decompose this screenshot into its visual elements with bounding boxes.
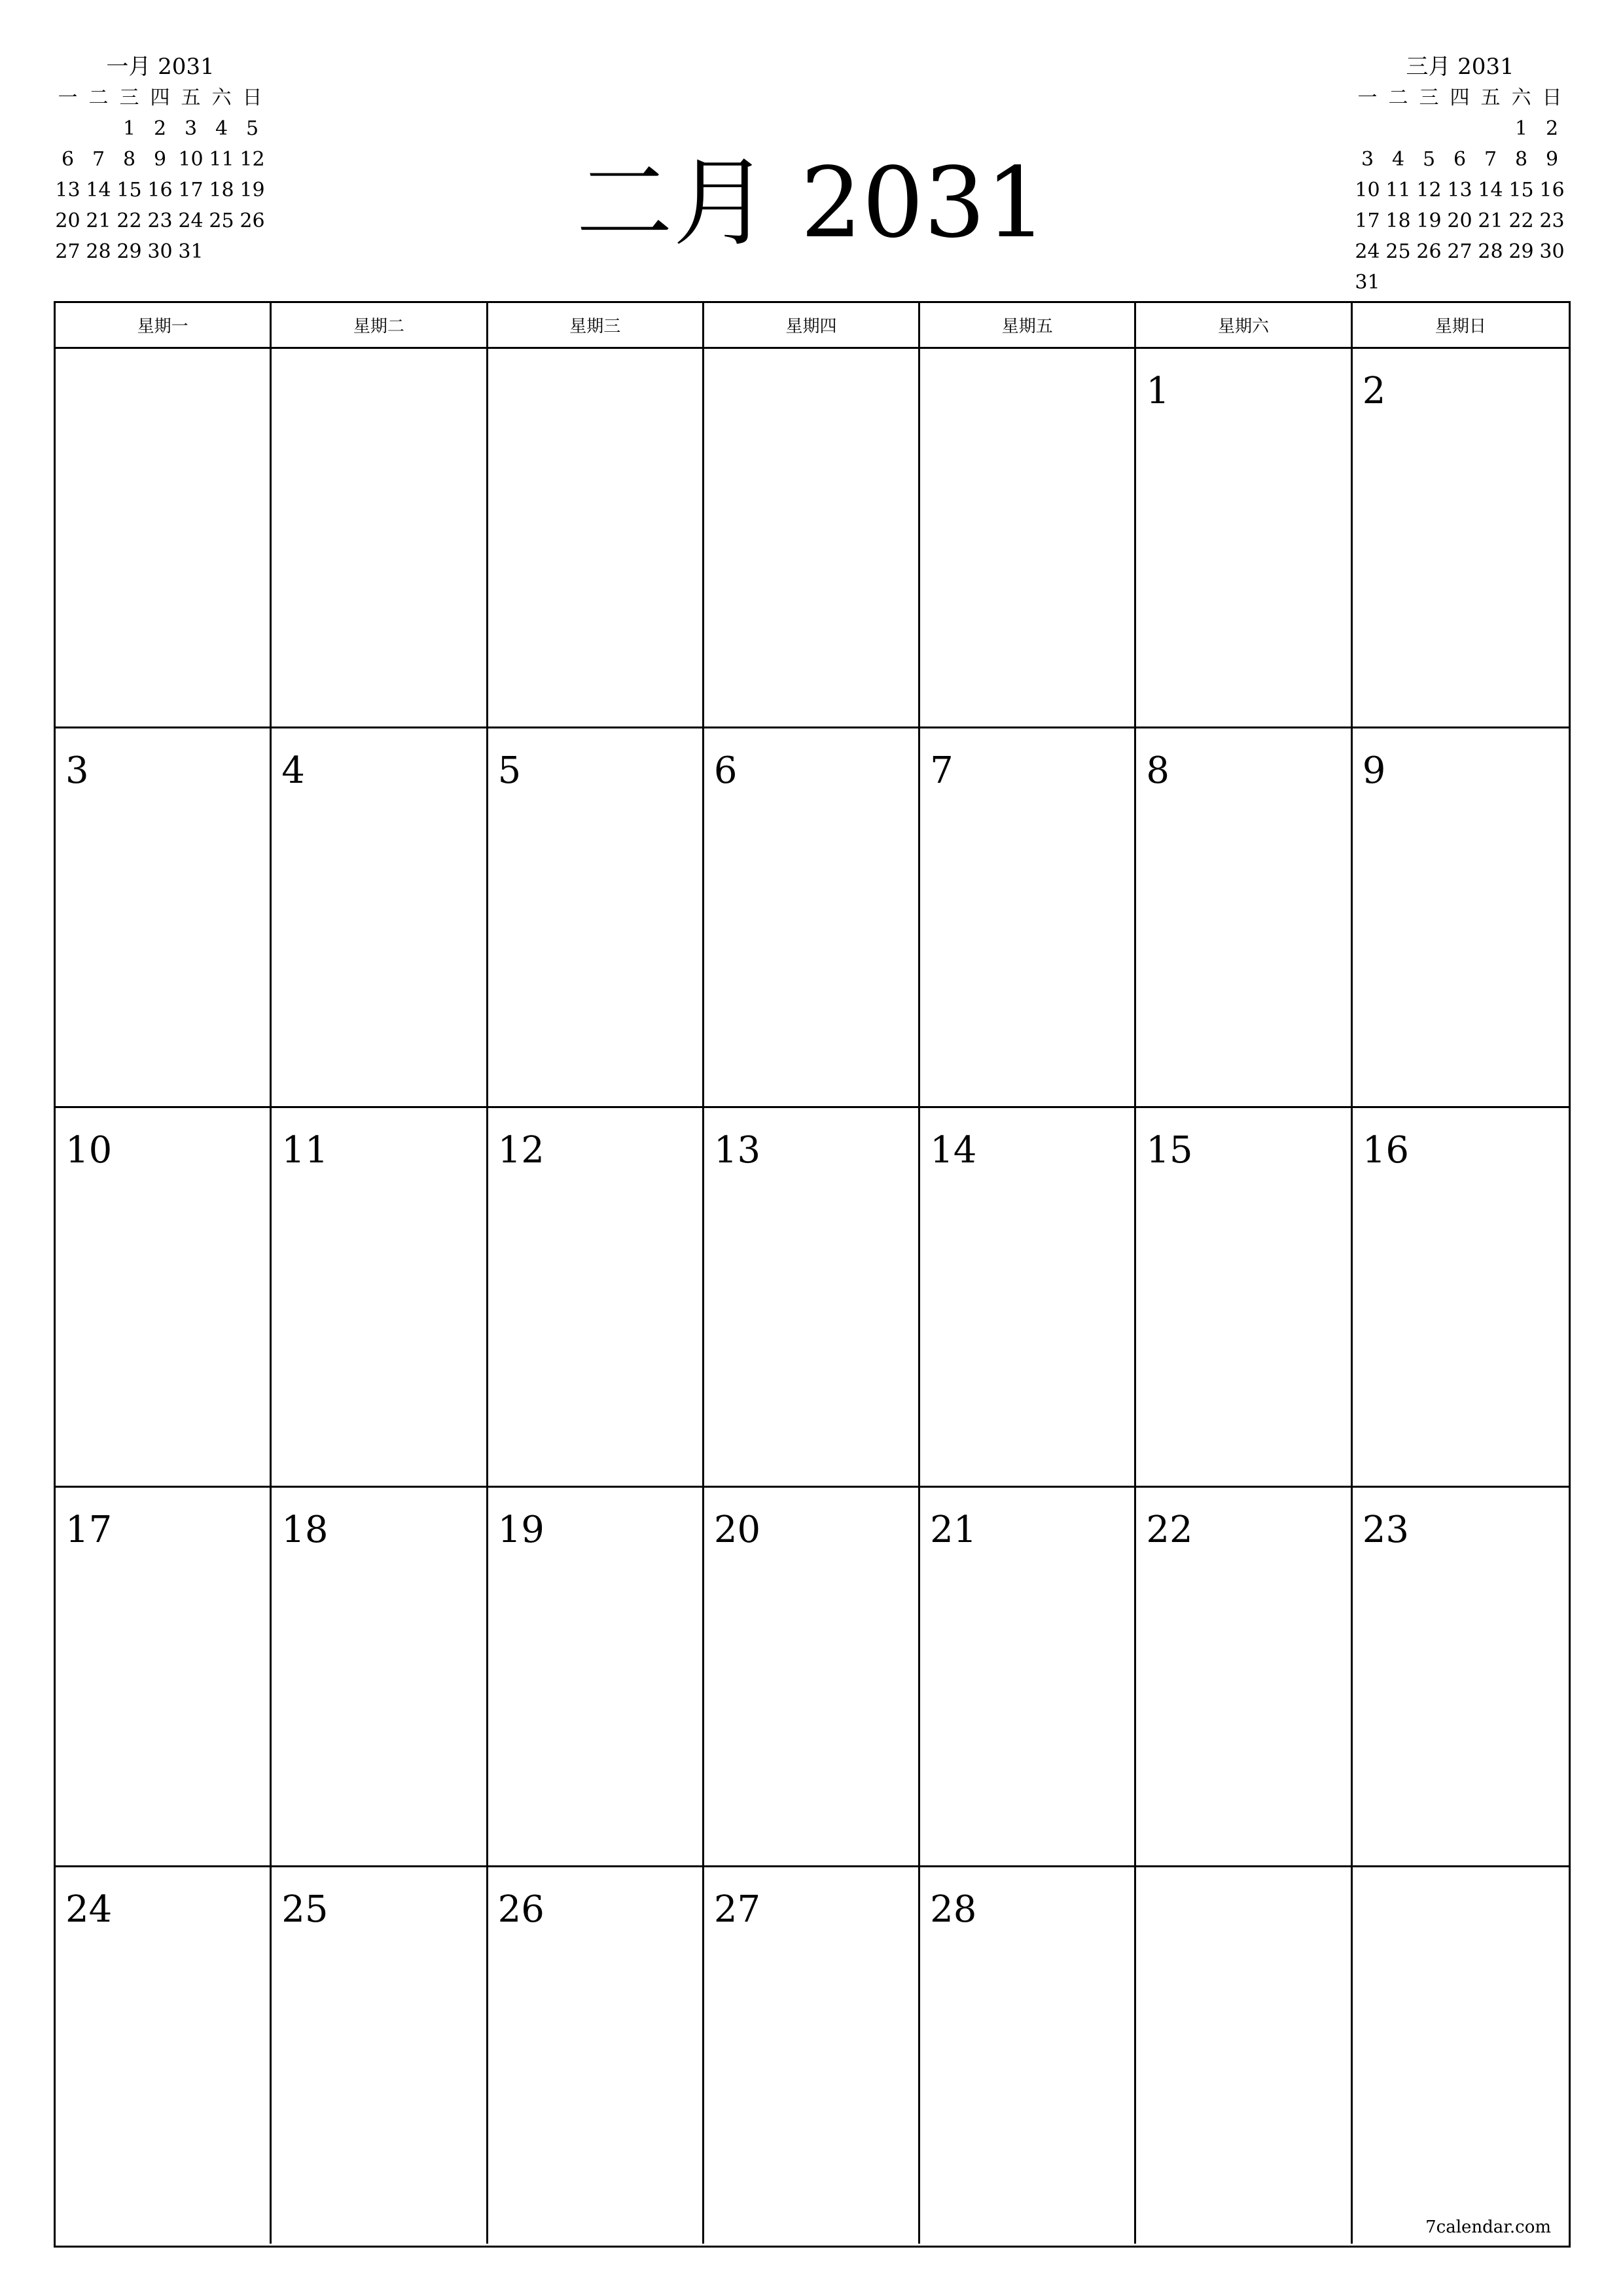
day-number: 19 (497, 1509, 544, 1551)
mini-day: 17 (178, 179, 204, 202)
mini-weekday: 五 (181, 86, 201, 109)
mini-day: 2 (153, 117, 167, 140)
mini-weekday: 六 (1511, 86, 1531, 109)
mini-day: 15 (1508, 179, 1534, 202)
mini-day: 3 (184, 117, 198, 140)
mini-day: 27 (55, 240, 80, 263)
mini-day: 19 (240, 179, 265, 202)
mini-day: 20 (55, 209, 80, 232)
mini-day: 11 (1385, 179, 1411, 202)
day-cell (1136, 1867, 1352, 2244)
mini-day (1475, 267, 1506, 298)
mini-day: 6 (61, 148, 75, 171)
day-number: 6 (713, 749, 738, 792)
day-cell (488, 728, 704, 1106)
mini-weekday: 二 (1388, 86, 1408, 109)
mini-day (83, 113, 114, 144)
mini-day: 25 (1385, 240, 1411, 263)
mini-day: 30 (1539, 240, 1565, 263)
week-row (56, 1488, 1569, 1867)
day-number: 20 (713, 1509, 761, 1551)
day-cell (1353, 728, 1569, 1106)
mini-day: 1 (1514, 117, 1528, 140)
day-number: 13 (713, 1129, 761, 1172)
day-number: 21 (930, 1509, 977, 1551)
day-number: 16 (1362, 1129, 1409, 1172)
weekday-header: 星期二 (272, 303, 488, 347)
mini-day: 17 (1355, 209, 1380, 232)
weekday-header: 星期三 (488, 303, 704, 347)
week-row (56, 1867, 1569, 2244)
mini-day: 19 (1416, 209, 1442, 232)
mini-weekday: 三 (1419, 86, 1439, 109)
day-number: 5 (497, 749, 522, 792)
day-cell (920, 728, 1136, 1106)
credit-text: 7calendar.com (1425, 2217, 1551, 2237)
next-month-grid (1352, 82, 1568, 298)
day-number: 15 (1146, 1129, 1193, 1172)
mini-day (52, 113, 83, 144)
mini-day: 29 (116, 240, 142, 263)
day-cell (56, 349, 272, 726)
mini-day (1475, 113, 1506, 144)
day-number: 23 (1362, 1509, 1409, 1551)
mini-weekday: 一 (1357, 86, 1378, 109)
day-cell (704, 1488, 920, 1865)
mini-day (237, 236, 268, 267)
day-cell (920, 1867, 1136, 2244)
mini-day: 29 (1508, 240, 1534, 263)
weekday-header: 星期日 (1435, 317, 1486, 336)
mini-day: 3 (1361, 148, 1374, 171)
next-month-calendar (1352, 51, 1568, 298)
mini-day: 16 (147, 179, 173, 202)
day-cell (272, 1867, 488, 2244)
weekday-header: 星期五 (920, 303, 1136, 347)
week-row (56, 1108, 1569, 1488)
mini-day: 14 (1478, 179, 1503, 202)
mini-day: 10 (1355, 179, 1380, 202)
mini-day (1352, 113, 1383, 144)
mini-day: 18 (209, 179, 234, 202)
day-number: 18 (281, 1509, 329, 1551)
mini-day: 13 (55, 179, 80, 202)
day-cell (1136, 1488, 1352, 1865)
mini-day: 26 (1416, 240, 1442, 263)
day-number: 24 (65, 1888, 113, 1931)
mini-weekday: 三 (119, 86, 139, 109)
mini-day (1383, 267, 1414, 298)
day-number: 1 (1146, 370, 1170, 412)
mini-day: 12 (1416, 179, 1442, 202)
mini-day: 13 (1447, 179, 1472, 202)
day-cell (1353, 349, 1569, 726)
week-row (56, 349, 1569, 728)
prev-month-calendar (52, 51, 268, 267)
day-cell (704, 1867, 920, 2244)
day-cell (488, 349, 704, 726)
mini-day: 30 (147, 240, 173, 263)
mini-day: 22 (116, 209, 142, 232)
day-cell (56, 1867, 272, 2244)
weekday-header: 星期四 (704, 303, 920, 347)
mini-day: 4 (1391, 148, 1405, 171)
day-cell (704, 349, 920, 726)
day-cell (920, 349, 1136, 726)
mini-day: 24 (178, 209, 204, 232)
mini-day: 9 (153, 148, 167, 171)
mini-day: 25 (209, 209, 234, 232)
mini-day: 27 (1447, 240, 1472, 263)
mini-weekday: 二 (88, 86, 109, 109)
mini-day: 31 (1355, 271, 1380, 294)
day-number: 9 (1362, 749, 1386, 792)
mini-day: 21 (1478, 209, 1503, 232)
day-cell (1353, 1488, 1569, 1865)
mini-day (1414, 113, 1444, 144)
day-number: 17 (65, 1509, 113, 1551)
mini-day: 23 (1539, 209, 1565, 232)
day-cell (1136, 349, 1352, 726)
mini-weekday: 六 (211, 86, 232, 109)
mini-weekday: 一 (58, 86, 78, 109)
mini-day (206, 236, 237, 267)
mini-day: 5 (245, 117, 259, 140)
day-number: 8 (1146, 749, 1170, 792)
mini-day: 21 (86, 209, 111, 232)
mini-weekday: 四 (1450, 86, 1470, 109)
day-cell (1136, 1108, 1352, 1486)
mini-weekday: 日 (242, 86, 262, 109)
day-cell (488, 1108, 704, 1486)
day-number: 11 (281, 1129, 329, 1172)
mini-weekday: 日 (1542, 86, 1562, 109)
day-cell (56, 1488, 272, 1865)
day-number: 22 (1146, 1509, 1193, 1551)
day-number: 2 (1362, 370, 1386, 412)
day-number: 4 (281, 749, 305, 792)
day-cell (1353, 1867, 1569, 2244)
page-title: 二月 2031 (576, 147, 1047, 259)
mini-weekday: 四 (150, 86, 170, 109)
day-number: 25 (281, 1888, 329, 1931)
prev-month-title: 一月 2031 (106, 54, 215, 80)
day-cell (488, 1867, 704, 2244)
day-cell (272, 728, 488, 1106)
mini-day: 22 (1508, 209, 1534, 232)
day-number: 26 (497, 1888, 544, 1931)
day-cell (56, 1108, 272, 1486)
mini-day (1383, 113, 1414, 144)
mini-day: 1 (122, 117, 136, 140)
weekday-header: 星期一 (56, 303, 272, 347)
mini-day: 4 (215, 117, 228, 140)
mini-day: 7 (1484, 148, 1497, 171)
mini-day (1537, 267, 1567, 298)
day-cell (488, 1488, 704, 1865)
day-cell (920, 1488, 1136, 1865)
mini-day (1444, 267, 1475, 298)
mini-day: 8 (1514, 148, 1528, 171)
mini-day: 5 (1422, 148, 1436, 171)
mini-day: 7 (92, 148, 105, 171)
prev-month-grid (52, 82, 268, 267)
week-row (56, 728, 1569, 1108)
mini-day: 11 (209, 148, 234, 171)
day-number: 12 (497, 1129, 544, 1172)
mini-day: 10 (178, 148, 204, 171)
mini-day: 9 (1545, 148, 1559, 171)
mini-day: 8 (122, 148, 136, 171)
mini-weekday: 五 (1480, 86, 1501, 109)
mini-day: 18 (1385, 209, 1411, 232)
month-grid (54, 301, 1571, 2248)
mini-day: 20 (1447, 209, 1472, 232)
mini-day: 28 (1478, 240, 1503, 263)
day-cell (56, 728, 272, 1106)
day-number: 14 (930, 1129, 977, 1172)
mini-day: 16 (1539, 179, 1565, 202)
weekday-header: 星期六 (1136, 303, 1352, 347)
mini-day (1444, 113, 1475, 144)
day-number: 7 (930, 749, 954, 792)
day-number: 28 (930, 1888, 977, 1931)
day-cell (704, 728, 920, 1106)
mini-day (1506, 267, 1537, 298)
day-cell (704, 1108, 920, 1486)
weekday-header-row (56, 303, 1569, 349)
day-cell (272, 1488, 488, 1865)
day-number: 10 (65, 1129, 113, 1172)
day-number: 27 (713, 1888, 761, 1931)
mini-day: 24 (1355, 240, 1380, 263)
mini-day: 6 (1453, 148, 1467, 171)
day-cell (1136, 728, 1352, 1106)
mini-day: 26 (240, 209, 265, 232)
mini-day: 15 (116, 179, 142, 202)
day-cell (272, 1108, 488, 1486)
mini-day: 31 (178, 240, 204, 263)
day-cell (920, 1108, 1136, 1486)
next-month-title: 三月 2031 (1406, 54, 1514, 80)
mini-day: 14 (86, 179, 111, 202)
mini-day: 12 (240, 148, 265, 171)
mini-day: 2 (1545, 117, 1559, 140)
day-cell (272, 349, 488, 726)
day-cell (1353, 1108, 1569, 1486)
mini-day (1414, 267, 1444, 298)
mini-day: 28 (86, 240, 111, 263)
day-number: 3 (65, 749, 89, 792)
weeks-container (56, 349, 1569, 2244)
mini-day: 23 (147, 209, 173, 232)
